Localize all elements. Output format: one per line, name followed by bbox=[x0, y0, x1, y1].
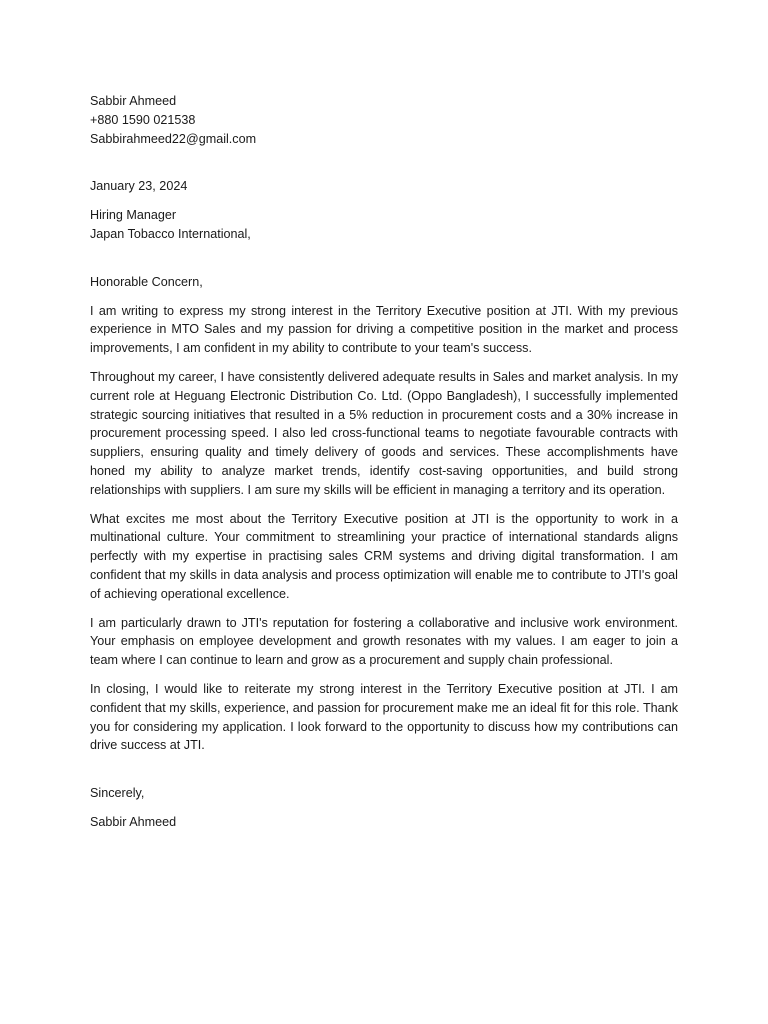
sender-phone: +880 1590 021538 bbox=[90, 112, 196, 127]
letter-body bbox=[90, 92, 678, 832]
sender-name: Sabbir Ahmeed bbox=[90, 94, 177, 108]
recipient-block bbox=[90, 206, 678, 244]
paragraph-culture: I am particularly drawn to JTI's reputation for fostering a collaborative and inclusive work environment. Your emphasis on employee development and growth resonates with my values. I am eager to join a team where I can continue to learn and grow as a procurement and supply chain professional. bbox=[90, 615, 678, 668]
sender-block bbox=[90, 92, 678, 148]
recipient-title: Hiring Manager bbox=[90, 208, 177, 223]
paragraph-experience: Throughout my career, I have consistently delivered adequate results in Sales and market analysis. In my current role at Heguang Electronic Distribution Co. Ltd. (Oppo Bangladesh), I successfully implemented strategic sourcing initiatives that resulted in a 5% reduction in procurement costs and a 30% increase in procurement processing speed. I also led cross-functional teams to negotiate favourable contracts with suppliers, ensuring quality and timely delivery of goods and services. These accomplishments have honed my ability to analyze market trends, identify cost-saving opportunities, and build strong relationships with suppliers. I am sure my skills will be efficient in managing a territory and its operation. bbox=[90, 369, 678, 497]
recipient-company: Japan Tobacco International, bbox=[90, 226, 251, 241]
paragraph-intro: I am writing to express my strong interest in the Territory Executive position at JTI. With my previous experience in MTO Sales and my passion for driving a competitive position in the market and process improvements, I am confident in my ability to contribute to your team's success. bbox=[90, 303, 678, 356]
paragraph-closing: In closing, I would like to reiterate my strong interest in the Territory Executive position at JTI. I am confident that my skills, experience, and passion for procurement make me an ideal fit for this role. Thank you for considering my application. I look forward to the opportunity to discuss how my contributions can drive success at JTI. bbox=[90, 681, 678, 753]
signature-name: Sabbir Ahmeed bbox=[90, 814, 177, 829]
closing: Sincerely, bbox=[90, 786, 145, 801]
paragraph-motivation: What excites me most about the Territory Executive position at JTI is the opportunity to work in a multinational culture. Your commitment to streamlining your practice of international standards aligns perfectly with my expertise in practising sales CRM systems and driving digital transformation. I am confident that my skills in data analysis and process optimization will enable me to contribute to JTI's goal of achieving operational excellence. bbox=[90, 511, 678, 601]
salutation: Honorable Concern, bbox=[90, 274, 203, 289]
letter-date: January 23, 2024 bbox=[90, 179, 188, 194]
sender-email: Sabbirahmeed22@gmail.com bbox=[90, 131, 257, 146]
